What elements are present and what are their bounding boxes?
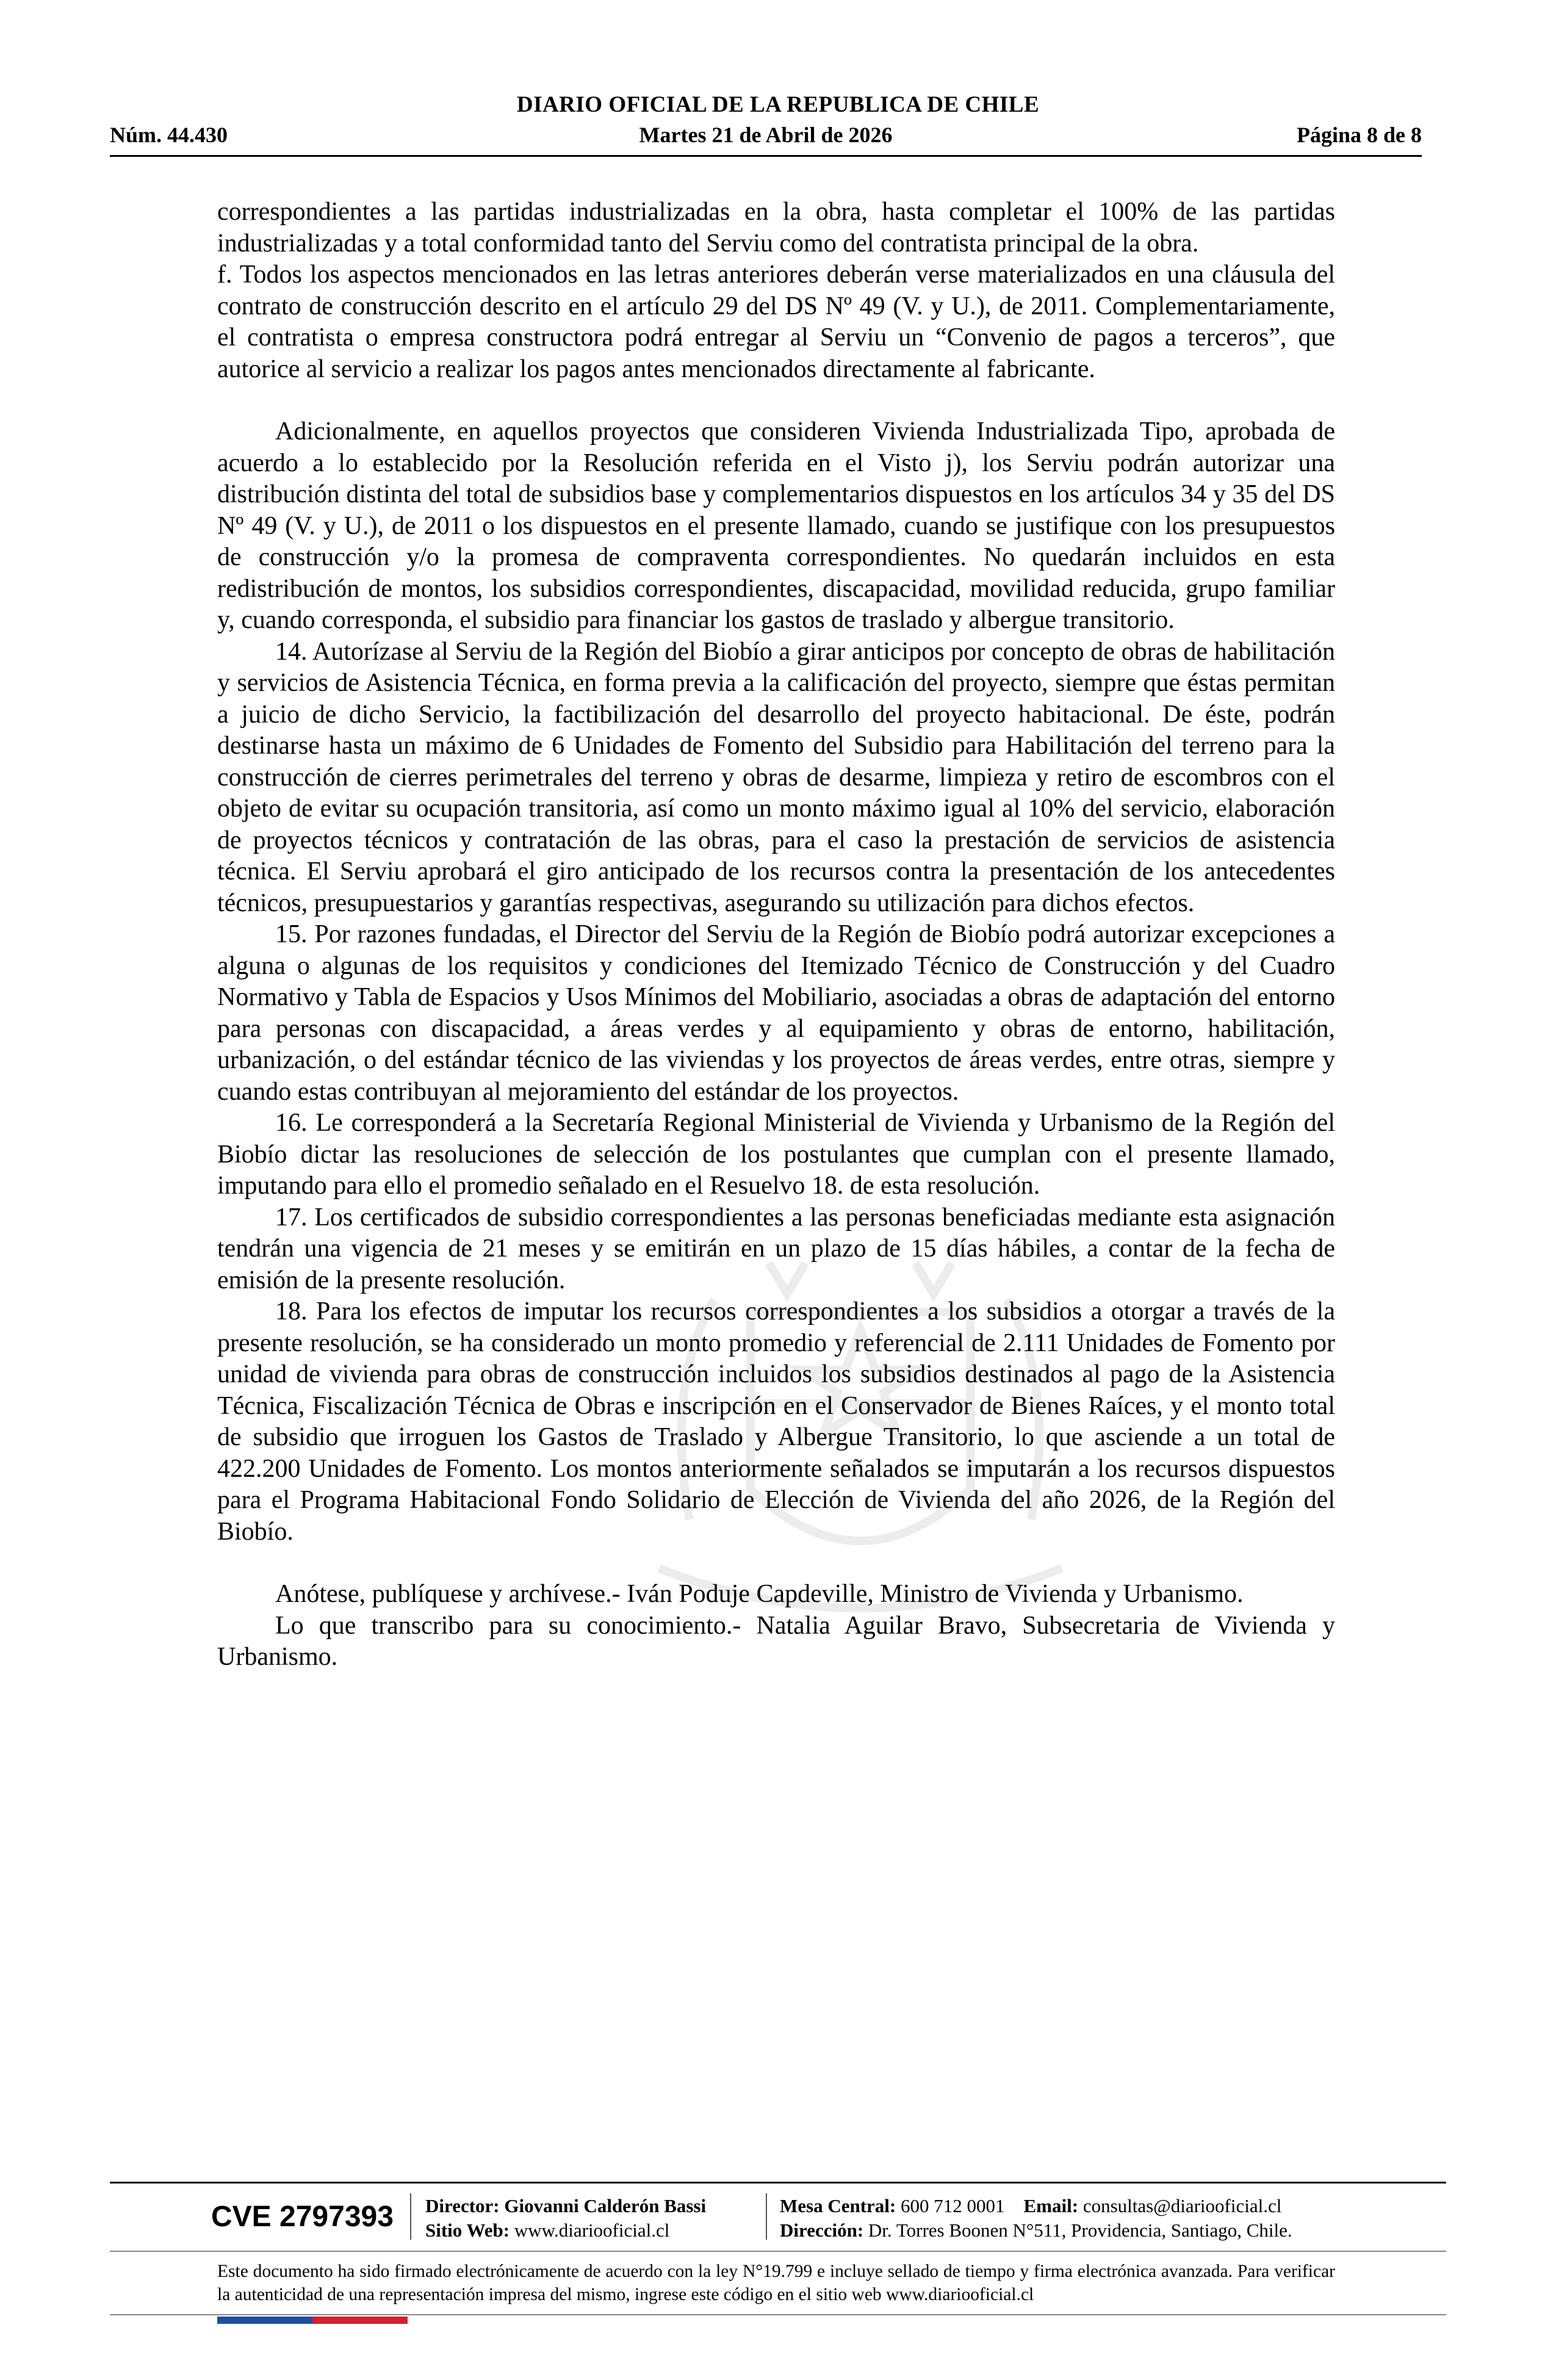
cve-code: CVE 2797393 [211,2200,394,2233]
footer-contact-block [780,2194,1292,2243]
phone-number: 600 712 0001 [901,2195,1005,2216]
footer-separator [766,2193,767,2240]
document-body [217,197,1335,1673]
flag-stripe [217,2317,408,2324]
footer-divider-bottom [110,2314,1446,2315]
website-link[interactable]: www.diariooficial.cl [514,2220,670,2241]
legal-notice: Este documento ha sido firmado electrónicamente de acuerdo con la ley N°19.799 e incluye sellado de tiempo y firma electrónica avanzada. Para verificar la autenticidad de una representación impresa del mismo, ingrese este código en el sitio web www.diariooficial.cl [217,2262,1335,2304]
closing-transcription: Lo que transcribo para su conocimiento.- Natalia Aguilar Bravo, Subsecretaria de Vivienda y Urbanismo. [217,1611,1335,1671]
footer-director-block [425,2194,706,2243]
address-label: Dirección: [780,2220,864,2241]
newspaper-title: DIARIO OFICIAL DE LA REPUBLICA DE CHILE [516,92,1040,117]
issue-number: Núm. 44.430 [110,123,228,147]
paragraph-additional: Adicionalmente, en aquellos proyectos que consideren Vivienda Industrializada Tipo, aprobada de acuerdo a lo establecido por la Resolución referida en el Visto j), los Serviu podrán autorizar una distribución distinta del total de subsidios base y complementarios dispuestos en los artículos 34 y 35 del DS Nº 49 (V. y U.), de 2011 o los dispuestos en el presente llamado, cuando se justifique con los presupuestos de construcción y/o la promesa de compraventa correspondientes. No quedarán incluidos en esta redistribución de montos, los subsidios correspondientes, discapacidad, movilidad reducida, grupo familiar y, cuando corresponda, el subsidio para financiar los gastos de traslado y albergue transitorio. [217,417,1335,634]
paragraph-14: 14. Autorízase al Serviu de la Región del Biobío a girar anticipos por concepto de obras de habilitación y servicios de Asistencia Técnica, en forma previa a la calificación del proyecto, siempre que éstas permitan a juicio de dicho Servicio, la factibilización del desarrollo del proyecto habitacional. De éste, podrán destinarse hasta un máximo de 6 Unidades de Fomento del Subsidio para Habilitación del terreno para la construcción de cierres perimetrales del terreno y obras de desarme, limpieza y retiro de escombros con el objeto de evitar su ocupación transitoria, así como un monto máximo igual al 10% del servicio, elaboración de proyectos técnicos y contratación de las obras, para el caso la prestación de servicios de asistencia técnica. El Serviu aprobará el giro anticipado de los recursos contra la presentación de los antecedentes técnicos, presupuestarios y garantías respectivas, asegurando su utilización para dichos efectos. [217,637,1335,917]
director-line [425,2194,706,2218]
address-line [780,2218,1292,2243]
website-label: Sitio Web: [425,2220,510,2241]
paragraph-item-f: f. Todos los aspectos mencionados en las letras anteriores deberán verse materializados en una cláusula del contrato de construcción descrito en el artículo 29 del DS Nº 49 (V. y U.), de 2011. Complementariamente, el contratista o empresa constructora podrá entregar al Serviu un “Convenio de pagos a terceros”, que autorice al servicio a realizar los pagos antes mencionados directamente al fabricante. [217,261,1335,383]
header-info-row [110,122,1422,148]
footer-separator [410,2193,411,2240]
paragraph-17: 17. Los certificados de subsidio correspondientes a las personas beneficiadas mediante esta asignación tendrán una vigencia de 21 meses y se emitirán en un plazo de 15 días hábiles, a contar de la fecha de emisión de la presente resolución. [217,1203,1335,1294]
email-link[interactable]: consultas@diariooficial.cl [1082,2195,1282,2216]
paragraph-15: 15. Por razones fundadas, el Director del Serviu de la Región de Biobío podrá autorizar excepciones a alguna o algunas de los requisitos y condiciones del Itemizado Técnico de Construcción y del Cuadro Normativo y Tabla de Espacios y Usos Mínimos del Mobiliario, asociadas a obras de adaptación del entorno para personas con discapacidad, a áreas verdes y al equipamiento y obras de entorno, habilitación, urbanización, o del estándar técnico de las viviendas y los proyectos de áreas verdes, entre otras, siempre y cuando estas contribuyan al mejoramiento del estándar de los proyectos. [217,920,1335,1106]
phone-label: Mesa Central: [780,2195,896,2216]
flag-blue-segment [217,2317,312,2324]
website-line [425,2218,706,2243]
header-divider [110,155,1422,157]
footer-divider-top [110,2182,1446,2183]
flag-red-segment [312,2317,408,2324]
paragraph-16: 16. Le corresponderá a la Secretaría Regional Ministerial de Vivienda y Urbanismo de la Región del Biobío dictar las resoluciones de selección de los postulantes que cumplan con el presente llamado, imputando para ello el promedio señalado en el Resuelvo 18. de esta resolución. [217,1109,1335,1200]
paragraph-18: 18. Para los efectos de imputar los recursos correspondientes a los subsidios a otorgar a través de la presente resolución, se ha considerado un monto promedio y referencial de 2.111 Unidades de Fomento por unidad de vivienda para obras de construcción incluidos los subsidios destinados al pago de la Asistencia Técnica, Fiscalización Técnica de Obras e inscripción en el Conservador de Bienes Raíces, y el monto total de subsidio que irroguen los Gastos de Traslado y Albergue Transitorio, lo que asciende a un total de 422.200 Unidades de Fomento. Los montos anteriormente señalados se imputarán a los recursos dispuestos para el Programa Habitacional Fondo Solidario de Elección de Vivienda del año 2026, de la Región del Biobío. [217,1297,1335,1546]
director-name: Giovanni Calderón Bassi [504,2195,707,2216]
closing-signature: Anótese, publíquese y archívese.- Iván Poduje Capdeville, Ministro de Vivienda y Urbanismo. [275,1580,1244,1608]
director-label: Director: [425,2195,500,2216]
issue-date: Martes 21 de Abril de 2026 [639,123,893,147]
paragraph-continuation: correspondientes a las partidas industrializadas en la obra, hasta completar el 100% de las partidas industrializadas y a total conformidad tanto del Serviu como del contratista principal de la obra. [217,198,1335,258]
page-number: Página 8 de 8 [1296,123,1422,147]
email-label: Email: [1023,2195,1079,2216]
footer-divider-middle [110,2251,1446,2252]
address-value: Dr. Torres Boonen N°511, Providencia, Santiago, Chile. [868,2220,1292,2241]
contact-line [780,2194,1292,2218]
